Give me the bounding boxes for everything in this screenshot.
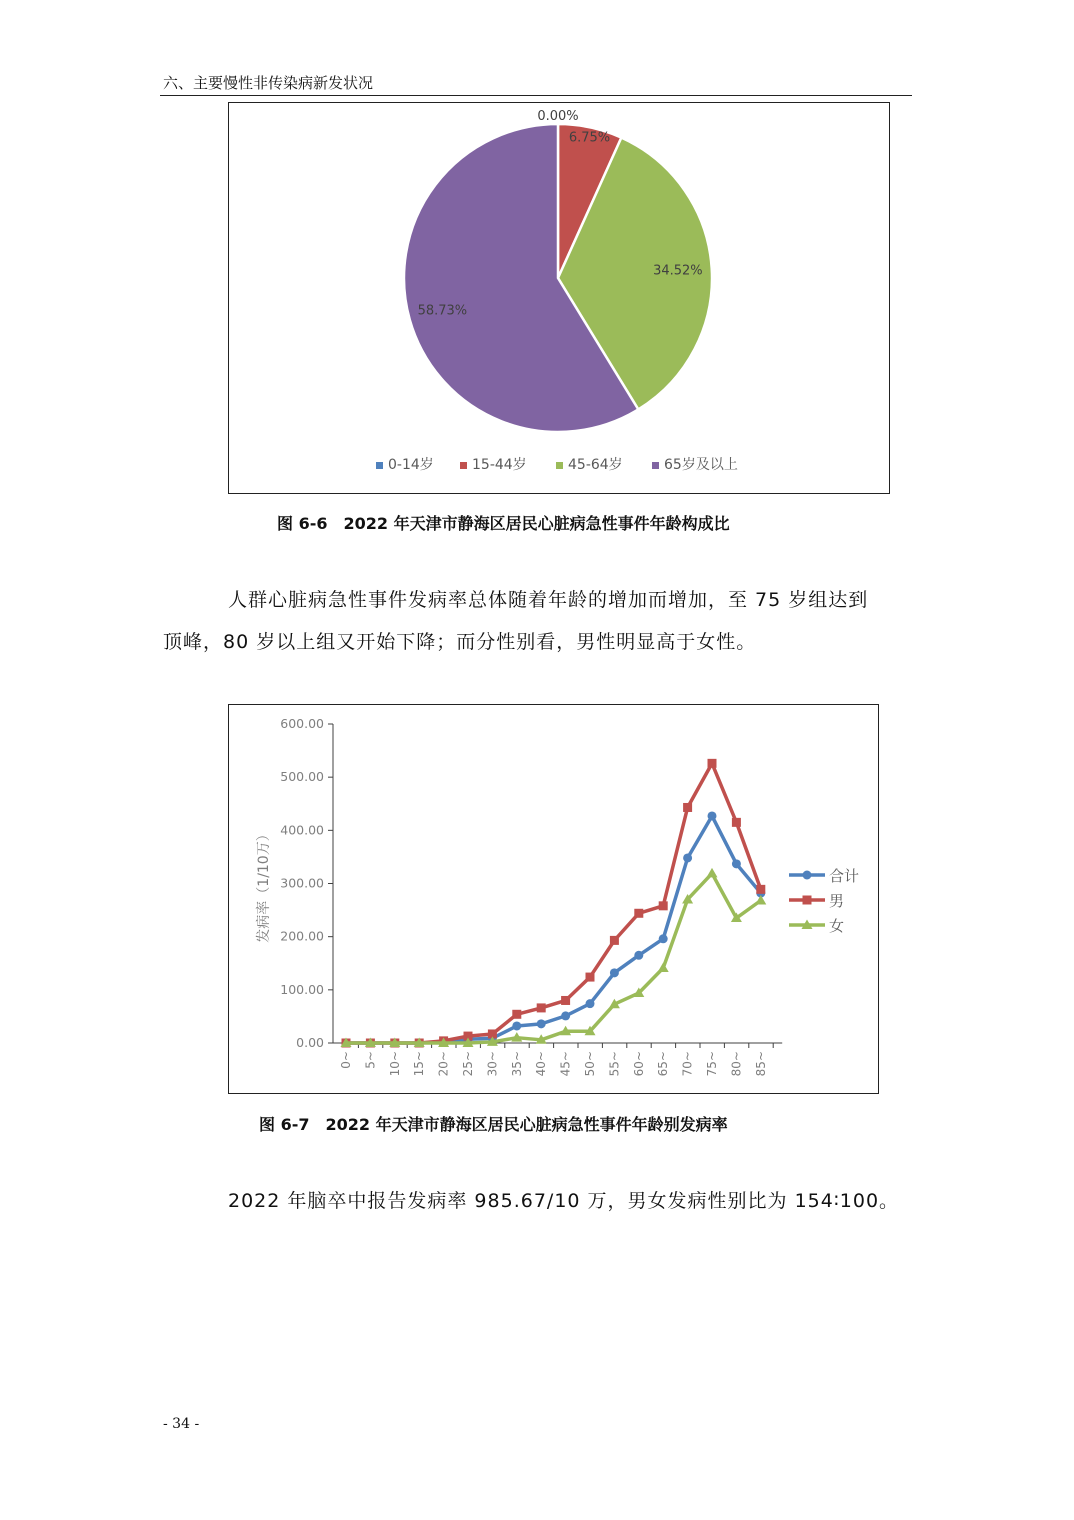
x-tick-label-15: 75~ [705,1051,719,1077]
page-number: - 34 - [163,1416,200,1432]
x-tick-label-7: 35~ [509,1051,524,1077]
x-tick-label-16: 80~ [729,1051,744,1077]
series-0-point-9 [561,1011,570,1020]
series-2-point-17 [755,895,766,905]
legend-marker-0 [803,871,812,880]
running-header: 六、主要慢性非传染病新发状况 [163,74,374,92]
series-2-point-15 [707,868,718,878]
y-tick-label-6: 600.00 [280,716,324,731]
y-tick-label-0: 0.00 [296,1035,324,1050]
legend-swatch-1 [460,462,467,469]
y-tick-label-3: 300.00 [280,875,324,891]
y-tick-label-1: 100.00 [280,981,324,997]
series-1-point-13 [659,901,668,910]
x-tick-label-14: 70~ [680,1051,695,1077]
y-axis-title: 发病率（1/10万） [256,827,272,943]
x-tick-label-9: 45~ [558,1051,573,1077]
x-tick-label-11: 55~ [607,1051,622,1077]
legend-label-2: 45-64岁 [568,457,623,473]
paragraph-2: 2022 年脑卒中报告发病率 985.67/10 万，男女发病性别比为 154∶100。 [228,1190,900,1212]
series-0-point-10 [586,999,595,1008]
legend-swatch-0 [376,462,383,469]
series-1-point-17 [756,885,765,894]
series-line-1 [346,763,761,1043]
line-chart-frame [228,704,879,1094]
series-1-point-16 [732,818,741,827]
x-tick-label-10: 50~ [583,1051,597,1077]
series-1-point-8 [537,1003,546,1012]
legend-label-2: 女 [829,917,845,935]
series-line-0 [346,816,761,1043]
series-0-point-11 [610,968,619,977]
pie-data-label-2: 34.52% [653,263,703,279]
series-0-point-8 [537,1019,546,1028]
y-tick-label-5: 500.00 [280,769,324,785]
pie-data-label-0: 0.00% [537,109,579,124]
series-2-point-13 [658,963,669,973]
x-tick-label-1: 5~ [363,1051,378,1069]
legend-swatch-2 [556,462,563,469]
x-tick-label-2: 10~ [387,1051,402,1077]
legend-label-3: 65岁及以上 [664,457,738,473]
series-1-point-12 [634,909,643,918]
series-1-point-9 [561,996,570,1005]
pie-chart-frame [228,102,890,494]
x-tick-label-5: 25~ [461,1051,475,1077]
age-composition-pie-chart [229,103,888,492]
x-tick-label-6: 30~ [485,1051,500,1077]
series-line-2 [346,873,761,1043]
legend-swatch-3 [652,462,659,469]
series-0-point-16 [732,859,741,868]
header-divider [160,95,912,96]
x-tick-label-8: 40~ [534,1051,549,1077]
age-specific-incidence-line-chart [229,705,877,1092]
figure-6-7-caption: 图 6-7 2022 年天津市静海区居民心脏病急性事件年龄别发病率 [259,1115,728,1134]
series-1-point-11 [610,936,619,945]
x-tick-label-13: 65~ [656,1051,671,1077]
legend-label-0: 合计 [829,867,860,885]
pie-data-label-3: 58.73% [417,303,468,319]
legend-label-1: 男 [829,892,845,910]
x-tick-label-4: 20~ [436,1051,451,1077]
paragraph-1-line-2: 顶峰，80 岁以上组又开始下降；而分性别看，男性明显高于女性。 [163,631,757,653]
paragraph-1-line-1: 人群心脏病急性事件发病率总体随着年龄的增加而增加，至 75 岁组达到 [228,589,869,611]
legend-label-1: 15-44岁 [472,457,527,473]
x-tick-label-3: 15~ [412,1051,427,1077]
series-0-point-7 [512,1021,521,1030]
series-0-point-12 [634,951,643,960]
series-0-point-13 [659,934,668,943]
y-tick-label-4: 400.00 [280,822,324,838]
series-1-point-14 [683,803,692,812]
figure-6-6-caption: 图 6-6 2022 年天津市静海区居民心脏病急性事件年龄构成比 [277,514,730,533]
x-tick-label-17: 85~ [753,1051,768,1077]
series-1-point-7 [512,1010,521,1019]
legend-marker-1 [803,896,812,905]
series-0-point-15 [708,811,717,820]
series-1-point-15 [708,759,717,768]
legend-label-0: 0-14岁 [388,457,434,473]
x-tick-label-12: 60~ [631,1051,646,1077]
series-1-point-10 [586,973,595,982]
series-0-point-14 [683,853,692,862]
y-tick-label-2: 200.00 [280,928,324,944]
pie-data-label-1: 6.75% [568,130,611,146]
x-tick-label-0: 0~ [339,1051,353,1069]
